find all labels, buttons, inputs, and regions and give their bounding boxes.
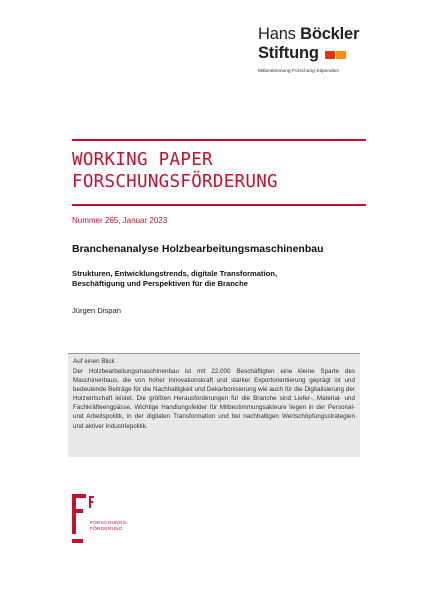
subtitle-line1: Strukturen, Entwicklungstrends, digitale Transformation, — [72, 269, 278, 278]
series-title-line2: FORSCHUNGSFÖRDERUNG — [72, 172, 278, 192]
subtitle-line2: Beschäftigung und Perspektiven für die Branche — [72, 279, 248, 288]
summary-box — [68, 353, 360, 457]
logo-stiftung-line — [258, 44, 388, 63]
ff-logo-line2: FÖRDERUNG — [90, 527, 123, 532]
ff-logo-line1: FORSCHUNGS- — [90, 521, 128, 526]
issue-number: Nummer 265, Januar 2023 — [72, 216, 168, 225]
logo-tagline: Mitbestimmung·Forschung·Stipendien — [258, 69, 340, 74]
header-rule-bottom — [72, 204, 366, 206]
summary-text: Der Holzbearbeitungsmaschinenbau ist mit 22.000 Beschäftigten eine kleine Sparte des Maschinenbaus, die von hoher Innovationskraft und starker Exportorientierung geprägt ist und bedeutende Beiträge für die Nachhaltigkeit und Dekarbonisierung wie auch für die Digitalisierung der Holzwirtschaft leistet. Die größten Herausforderungen für die Branche sind Liefer-, Material- und Fachkräfteengpässe. Wichtige Handlungsfelder für Mitbestimmungsakteure liegen in der Personal- und Arbeitspolitik, in der digitalen Transformation und bei nachhaltigen Wertschöpfungsstrategien und aktiver Industriepolitik. — [73, 368, 355, 430]
document-title: Branchenanalyse Holzbearbeitungsmaschinenbau — [72, 243, 324, 255]
hans-boeckler-logo — [258, 24, 388, 74]
ff-small-f-icon — [89, 496, 99, 510]
logo-squares-icon — [325, 51, 346, 59]
forschungsfoerderung-logo — [72, 494, 128, 552]
orange-square-icon — [336, 51, 346, 59]
logo-name-line — [258, 24, 388, 44]
ff-mark-icon — [72, 494, 128, 552]
logo-hans: Hans — [258, 25, 301, 43]
series-title-line1: WORKING PAPER — [72, 150, 213, 170]
summary-heading: Auf einen Blick — [73, 358, 115, 365]
document-subtitle — [72, 269, 372, 289]
ff-logo-text — [90, 521, 128, 533]
series-title — [72, 149, 278, 193]
author: Jürgen Dispan — [72, 306, 121, 315]
logo-boeckler: Böckler — [300, 25, 360, 43]
red-square-icon — [325, 51, 335, 59]
header-rule-top — [72, 139, 366, 141]
logo-stiftung: Stiftung — [258, 44, 319, 62]
